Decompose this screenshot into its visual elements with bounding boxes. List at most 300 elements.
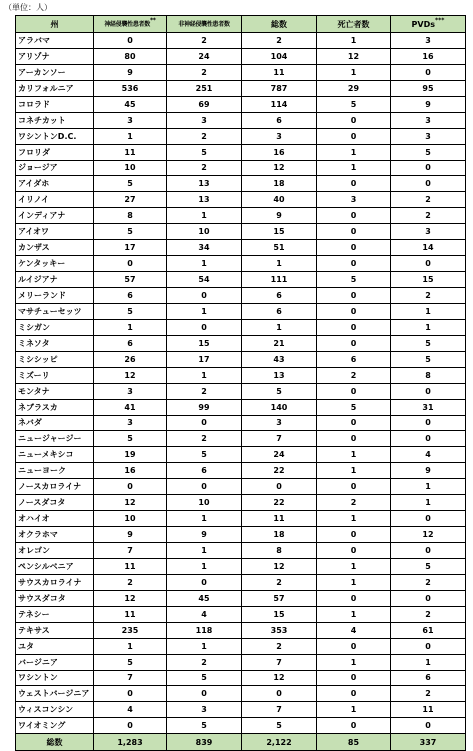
header-neuroinvasive-mark: ** (149, 16, 156, 24)
state-cell: ワシントンD.C. (16, 128, 94, 144)
pvds-cell: 0 (391, 638, 466, 654)
non-neuroinvasive-cell: 0 (167, 574, 242, 590)
deaths-cell: 0 (317, 112, 391, 128)
pvds-cell: 0 (391, 256, 466, 272)
header-state: 州 (16, 16, 94, 33)
non-neuroinvasive-cell: 2 (167, 33, 242, 49)
non-neuroinvasive-cell: 15 (167, 335, 242, 351)
state-cell: マサチューセッツ (16, 303, 94, 319)
neuroinvasive-cell: 0 (94, 256, 167, 272)
total-cell: 7 (242, 654, 317, 670)
total-cell: 22 (242, 463, 317, 479)
state-cell: カンザス (16, 240, 94, 256)
table-row (16, 367, 466, 383)
total-cell: 15 (242, 224, 317, 240)
neuroinvasive-cell: 57 (94, 272, 167, 288)
state-cell: ペンシルベニア (16, 558, 94, 574)
deaths-cell: 2 (317, 367, 391, 383)
pvds-cell: 1 (391, 654, 466, 670)
pvds-cell: 95 (391, 80, 466, 96)
pvds-cell: 2 (391, 192, 466, 208)
non-neuroinvasive-cell: 24 (167, 48, 242, 64)
state-cell: ウィスコンシン (16, 702, 94, 718)
state-cell: メリーランド (16, 288, 94, 304)
non-neuroinvasive-cell: 2 (167, 160, 242, 176)
totals-pvds: 337 (391, 734, 466, 751)
non-neuroinvasive-cell: 2 (167, 383, 242, 399)
non-neuroinvasive-cell: 3 (167, 112, 242, 128)
deaths-cell: 1 (317, 654, 391, 670)
deaths-cell: 0 (317, 415, 391, 431)
non-neuroinvasive-cell: 5 (167, 718, 242, 734)
non-neuroinvasive-cell: 0 (167, 686, 242, 702)
total-cell: 18 (242, 527, 317, 543)
non-neuroinvasive-cell: 54 (167, 272, 242, 288)
deaths-cell: 0 (317, 431, 391, 447)
non-neuroinvasive-cell: 1 (167, 558, 242, 574)
deaths-cell: 0 (317, 383, 391, 399)
non-neuroinvasive-cell: 1 (167, 208, 242, 224)
total-cell: 11 (242, 64, 317, 80)
table-row (16, 351, 466, 367)
non-neuroinvasive-cell: 2 (167, 64, 242, 80)
neuroinvasive-cell: 1 (94, 319, 167, 335)
header-neuroinvasive (94, 16, 167, 33)
deaths-cell: 0 (317, 319, 391, 335)
table-row (16, 558, 466, 574)
totals-deaths: 85 (317, 734, 391, 751)
total-cell: 140 (242, 399, 317, 415)
neuroinvasive-cell: 536 (94, 80, 167, 96)
deaths-cell: 5 (317, 96, 391, 112)
total-cell: 11 (242, 511, 317, 527)
total-cell: 5 (242, 383, 317, 399)
non-neuroinvasive-cell: 118 (167, 622, 242, 638)
table-row (16, 303, 466, 319)
pvds-cell: 2 (391, 208, 466, 224)
neuroinvasive-cell: 0 (94, 718, 167, 734)
deaths-cell: 4 (317, 622, 391, 638)
non-neuroinvasive-cell: 13 (167, 192, 242, 208)
neuroinvasive-cell: 4 (94, 702, 167, 718)
non-neuroinvasive-cell: 5 (167, 144, 242, 160)
deaths-cell: 0 (317, 128, 391, 144)
deaths-cell: 12 (317, 48, 391, 64)
neuroinvasive-cell: 0 (94, 686, 167, 702)
neuroinvasive-cell: 5 (94, 654, 167, 670)
table-row (16, 96, 466, 112)
state-cell: アイオワ (16, 224, 94, 240)
table-body (16, 33, 466, 734)
neuroinvasive-cell: 10 (94, 160, 167, 176)
deaths-cell: 0 (317, 670, 391, 686)
state-cell: ネブラスカ (16, 399, 94, 415)
neuroinvasive-cell: 12 (94, 495, 167, 511)
table-row (16, 431, 466, 447)
table-row (16, 495, 466, 511)
non-neuroinvasive-cell: 1 (167, 638, 242, 654)
state-cell: ノースカロライナ (16, 479, 94, 495)
table-row (16, 80, 466, 96)
state-cell: カリフォルニア (16, 80, 94, 96)
pvds-cell: 14 (391, 240, 466, 256)
state-cell: ニュージャージー (16, 431, 94, 447)
table-row (16, 288, 466, 304)
total-cell: 3 (242, 128, 317, 144)
state-cell: ニューメキシコ (16, 447, 94, 463)
neuroinvasive-cell: 3 (94, 383, 167, 399)
state-cell: インディアナ (16, 208, 94, 224)
pvds-cell: 6 (391, 670, 466, 686)
header-deaths: 死亡者数 (317, 16, 391, 33)
non-neuroinvasive-cell: 6 (167, 463, 242, 479)
pvds-cell: 61 (391, 622, 466, 638)
header-total: 総数 (242, 16, 317, 33)
total-cell: 12 (242, 558, 317, 574)
total-cell: 43 (242, 351, 317, 367)
table-row (16, 622, 466, 638)
total-cell: 6 (242, 288, 317, 304)
pvds-cell: 0 (391, 160, 466, 176)
totals-total: 2,122 (242, 734, 317, 751)
table-row (16, 240, 466, 256)
deaths-cell: 1 (317, 447, 391, 463)
total-cell: 3 (242, 415, 317, 431)
table-row (16, 33, 466, 49)
deaths-cell: 0 (317, 527, 391, 543)
totals-non-neuroinvasive: 839 (167, 734, 242, 751)
neuroinvasive-cell: 7 (94, 543, 167, 559)
table-row (16, 638, 466, 654)
state-cell: イリノイ (16, 192, 94, 208)
state-cell: サウスカロライナ (16, 574, 94, 590)
non-neuroinvasive-cell: 0 (167, 415, 242, 431)
state-cell: オレゴン (16, 543, 94, 559)
deaths-cell: 0 (317, 240, 391, 256)
neuroinvasive-cell: 5 (94, 224, 167, 240)
pvds-cell: 2 (391, 574, 466, 590)
total-cell: 18 (242, 176, 317, 192)
pvds-cell: 1 (391, 495, 466, 511)
table-row (16, 447, 466, 463)
header-pvds-label: PVDs (411, 19, 436, 29)
pvds-cell: 11 (391, 702, 466, 718)
table-row (16, 176, 466, 192)
table-row (16, 160, 466, 176)
total-cell: 51 (242, 240, 317, 256)
non-neuroinvasive-cell: 1 (167, 543, 242, 559)
neuroinvasive-cell: 17 (94, 240, 167, 256)
deaths-cell: 0 (317, 479, 391, 495)
pvds-cell: 0 (391, 511, 466, 527)
table-row (16, 224, 466, 240)
state-cell: ウェストバージニア (16, 686, 94, 702)
state-cell: ネバダ (16, 415, 94, 431)
header-non-neuroinvasive: 非神経侵襲性患者数 (167, 16, 242, 33)
pvds-cell: 3 (391, 224, 466, 240)
non-neuroinvasive-cell: 1 (167, 303, 242, 319)
deaths-cell: 1 (317, 702, 391, 718)
deaths-cell: 0 (317, 590, 391, 606)
pvds-cell: 3 (391, 128, 466, 144)
pvds-cell: 0 (391, 64, 466, 80)
total-cell: 12 (242, 670, 317, 686)
state-cell: ミシガン (16, 319, 94, 335)
state-cell: ミズーリ (16, 367, 94, 383)
state-cell: ルイジアナ (16, 272, 94, 288)
pvds-cell: 0 (391, 431, 466, 447)
pvds-cell: 3 (391, 112, 466, 128)
non-neuroinvasive-cell: 251 (167, 80, 242, 96)
neuroinvasive-cell: 16 (94, 463, 167, 479)
table-row (16, 192, 466, 208)
pvds-cell: 15 (391, 272, 466, 288)
pvds-cell: 2 (391, 288, 466, 304)
non-neuroinvasive-cell: 1 (167, 511, 242, 527)
state-cell: アーカンソー (16, 64, 94, 80)
state-cell: フロリダ (16, 144, 94, 160)
pvds-cell: 1 (391, 303, 466, 319)
table-row (16, 590, 466, 606)
deaths-cell: 1 (317, 511, 391, 527)
total-cell: 2 (242, 574, 317, 590)
state-cell: ジョージア (16, 160, 94, 176)
state-cell: ユタ (16, 638, 94, 654)
state-cell: ミネソタ (16, 335, 94, 351)
table-row (16, 670, 466, 686)
neuroinvasive-cell: 5 (94, 303, 167, 319)
table-row (16, 399, 466, 415)
total-cell: 114 (242, 96, 317, 112)
deaths-cell: 1 (317, 33, 391, 49)
neuroinvasive-cell: 7 (94, 670, 167, 686)
pvds-cell: 5 (391, 558, 466, 574)
total-cell: 0 (242, 479, 317, 495)
deaths-cell: 1 (317, 606, 391, 622)
table-row (16, 479, 466, 495)
state-cell: ワイオミング (16, 718, 94, 734)
neuroinvasive-cell: 12 (94, 367, 167, 383)
deaths-cell: 0 (317, 303, 391, 319)
deaths-cell: 0 (317, 256, 391, 272)
neuroinvasive-cell: 0 (94, 33, 167, 49)
deaths-cell: 0 (317, 718, 391, 734)
table-row (16, 415, 466, 431)
deaths-cell: 0 (317, 176, 391, 192)
total-cell: 787 (242, 80, 317, 96)
totals-row (16, 734, 466, 751)
non-neuroinvasive-cell: 1 (167, 256, 242, 272)
pvds-cell: 31 (391, 399, 466, 415)
pvds-cell: 5 (391, 144, 466, 160)
state-cell: サウスダコタ (16, 590, 94, 606)
pvds-cell: 9 (391, 463, 466, 479)
state-cell: アイダホ (16, 176, 94, 192)
table-row (16, 511, 466, 527)
non-neuroinvasive-cell: 45 (167, 590, 242, 606)
pvds-cell: 1 (391, 479, 466, 495)
total-cell: 57 (242, 590, 317, 606)
neuroinvasive-cell: 3 (94, 415, 167, 431)
non-neuroinvasive-cell: 5 (167, 447, 242, 463)
totals-label: 総数 (16, 734, 94, 751)
neuroinvasive-cell: 41 (94, 399, 167, 415)
table-row (16, 64, 466, 80)
table-row (16, 574, 466, 590)
table-row (16, 128, 466, 144)
non-neuroinvasive-cell: 2 (167, 128, 242, 144)
neuroinvasive-cell: 8 (94, 208, 167, 224)
deaths-cell: 0 (317, 686, 391, 702)
neuroinvasive-cell: 6 (94, 288, 167, 304)
neuroinvasive-cell: 80 (94, 48, 167, 64)
non-neuroinvasive-cell: 9 (167, 527, 242, 543)
non-neuroinvasive-cell: 3 (167, 702, 242, 718)
deaths-cell: 0 (317, 288, 391, 304)
state-cell: コネチカット (16, 112, 94, 128)
state-cell: ミシシッピ (16, 351, 94, 367)
non-neuroinvasive-cell: 1 (167, 367, 242, 383)
total-cell: 22 (242, 495, 317, 511)
deaths-cell: 1 (317, 463, 391, 479)
total-cell: 6 (242, 112, 317, 128)
non-neuroinvasive-cell: 13 (167, 176, 242, 192)
total-cell: 40 (242, 192, 317, 208)
total-cell: 1 (242, 319, 317, 335)
neuroinvasive-cell: 9 (94, 64, 167, 80)
neuroinvasive-cell: 2 (94, 574, 167, 590)
neuroinvasive-cell: 12 (94, 590, 167, 606)
neuroinvasive-cell: 235 (94, 622, 167, 638)
deaths-cell: 0 (317, 224, 391, 240)
state-cell: テキサス (16, 622, 94, 638)
deaths-cell: 1 (317, 144, 391, 160)
total-cell: 111 (242, 272, 317, 288)
neuroinvasive-cell: 27 (94, 192, 167, 208)
table-row (16, 686, 466, 702)
deaths-cell: 1 (317, 558, 391, 574)
state-cell: オクラホマ (16, 527, 94, 543)
table-row (16, 48, 466, 64)
table-row (16, 463, 466, 479)
neuroinvasive-cell: 3 (94, 112, 167, 128)
pvds-cell: 4 (391, 447, 466, 463)
non-neuroinvasive-cell: 0 (167, 319, 242, 335)
deaths-cell: 0 (317, 543, 391, 559)
total-cell: 9 (242, 208, 317, 224)
total-cell: 24 (242, 447, 317, 463)
state-cell: ノースダコタ (16, 495, 94, 511)
table-row (16, 335, 466, 351)
deaths-cell: 1 (317, 574, 391, 590)
deaths-cell: 6 (317, 351, 391, 367)
pvds-cell: 0 (391, 718, 466, 734)
non-neuroinvasive-cell: 2 (167, 431, 242, 447)
neuroinvasive-cell: 5 (94, 431, 167, 447)
pvds-cell: 2 (391, 686, 466, 702)
total-cell: 2 (242, 638, 317, 654)
neuroinvasive-cell: 11 (94, 144, 167, 160)
state-cell: バージニア (16, 654, 94, 670)
neuroinvasive-cell: 9 (94, 527, 167, 543)
table-row (16, 208, 466, 224)
total-cell: 7 (242, 702, 317, 718)
table-row (16, 718, 466, 734)
pvds-cell: 5 (391, 351, 466, 367)
pvds-cell: 16 (391, 48, 466, 64)
total-cell: 8 (242, 543, 317, 559)
neuroinvasive-cell: 45 (94, 96, 167, 112)
table-row (16, 527, 466, 543)
non-neuroinvasive-cell: 10 (167, 224, 242, 240)
state-cell: モンタナ (16, 383, 94, 399)
neuroinvasive-cell: 1 (94, 128, 167, 144)
table-row (16, 702, 466, 718)
table-row (16, 654, 466, 670)
pvds-cell: 0 (391, 383, 466, 399)
pvds-cell: 2 (391, 606, 466, 622)
pvds-cell: 0 (391, 590, 466, 606)
state-cell: ケンタッキー (16, 256, 94, 272)
header-row (16, 16, 466, 33)
header-neuroinvasive-label: 神経侵襲性患者数 (104, 20, 150, 28)
unit-label: （単位：人） (4, 3, 52, 12)
total-cell: 2 (242, 33, 317, 49)
state-cell: ワシントン (16, 670, 94, 686)
neuroinvasive-cell: 1 (94, 638, 167, 654)
neuroinvasive-cell: 10 (94, 511, 167, 527)
total-cell: 5 (242, 718, 317, 734)
total-cell: 21 (242, 335, 317, 351)
deaths-cell: 5 (317, 272, 391, 288)
deaths-cell: 0 (317, 638, 391, 654)
non-neuroinvasive-cell: 10 (167, 495, 242, 511)
total-cell: 104 (242, 48, 317, 64)
state-cell: オハイオ (16, 511, 94, 527)
neuroinvasive-cell: 5 (94, 176, 167, 192)
totals-neuroinvasive: 1,283 (94, 734, 167, 751)
deaths-cell: 0 (317, 335, 391, 351)
state-cell: コロラド (16, 96, 94, 112)
state-cell: アラバマ (16, 33, 94, 49)
state-cell: テネシー (16, 606, 94, 622)
deaths-cell: 5 (317, 399, 391, 415)
deaths-cell: 0 (317, 208, 391, 224)
header-pvds-mark: *** (435, 16, 445, 24)
neuroinvasive-cell: 0 (94, 479, 167, 495)
total-cell: 13 (242, 367, 317, 383)
non-neuroinvasive-cell: 69 (167, 96, 242, 112)
pvds-cell: 0 (391, 543, 466, 559)
non-neuroinvasive-cell: 0 (167, 479, 242, 495)
table-row (16, 543, 466, 559)
non-neuroinvasive-cell: 4 (167, 606, 242, 622)
neuroinvasive-cell: 11 (94, 558, 167, 574)
total-cell: 7 (242, 431, 317, 447)
west-nile-cases-table (15, 15, 466, 751)
table-row (16, 256, 466, 272)
non-neuroinvasive-cell: 17 (167, 351, 242, 367)
total-cell: 12 (242, 160, 317, 176)
state-cell: アリゾナ (16, 48, 94, 64)
total-cell: 15 (242, 606, 317, 622)
deaths-cell: 2 (317, 495, 391, 511)
table-row (16, 112, 466, 128)
table-row (16, 272, 466, 288)
pvds-cell: 1 (391, 319, 466, 335)
deaths-cell: 1 (317, 64, 391, 80)
non-neuroinvasive-cell: 99 (167, 399, 242, 415)
